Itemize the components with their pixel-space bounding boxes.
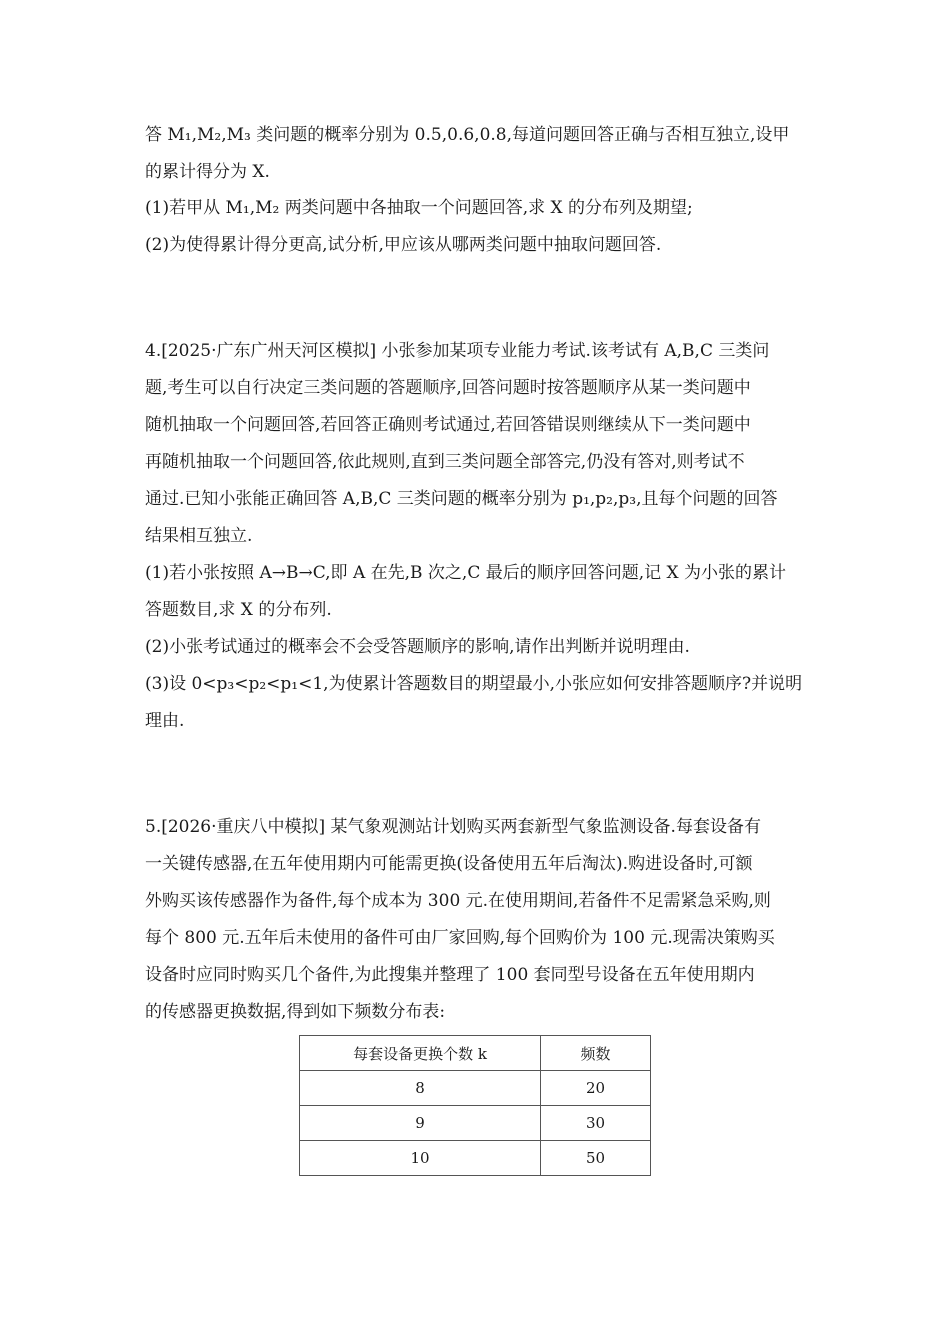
table-cell: 8 <box>300 1071 541 1106</box>
text-line: (2)小张考试通过的概率会不会受答题顺序的影响,请作出判断并说明理由. <box>145 637 690 657</box>
table-cell: 9 <box>300 1106 541 1141</box>
text-line: 结果相互独立. <box>145 526 253 546</box>
text-line: 4.[2025·广东广州天河区模拟] 小张参加某项专业能力考试.该考试有 A,B,C 三类问 <box>145 341 770 361</box>
table-cell: 20 <box>541 1071 651 1106</box>
frequency-table <box>299 1035 651 1176</box>
text-line: (3)设 0<p₃<p₂<p₁<1,为使累计答题数目的期望最小,小张应如何安排答题顺序?并说明 <box>145 674 803 694</box>
text-line: (1)若小张按照 A→B→C,即 A 在先,B 次之,C 最后的顺序回答问题,记 X 为小张的累计 <box>145 563 787 583</box>
text-line: 的传感器更换数据,得到如下频数分布表: <box>145 1002 446 1022</box>
text-line: 理由. <box>145 711 185 731</box>
text-line: 5.[2026·重庆八中模拟] 某气象观测站计划购买两套新型气象监测设备.每套设备有 <box>145 817 761 837</box>
text-line: 答 M₁,M₂,M₃ 类问题的概率分别为 0.5,0.6,0.8,每道问题回答正确与否相互独立,设甲 <box>145 125 790 145</box>
table-cell: 30 <box>541 1106 651 1141</box>
text-line: 外购买该传感器作为备件,每个成本为 300 元.在使用期间,若备件不足需紧急采购,则 <box>145 891 771 911</box>
table-row <box>300 1141 651 1176</box>
table-row <box>300 1071 651 1106</box>
text-line: 题,考生可以自行决定三类问题的答题顺序,回答问题时按答题顺序从某一类问题中 <box>145 378 751 398</box>
table-cell: 10 <box>300 1141 541 1176</box>
table-row <box>300 1106 651 1141</box>
table-header-cell: 每套设备更换个数 k <box>300 1036 541 1071</box>
text-line: 每个 800 元.五年后未使用的备件可由厂家回购,每个回购价为 100 元.现需决策购买 <box>145 928 775 948</box>
text-line: 答题数目,求 X 的分布列. <box>145 600 332 620</box>
text-line: (1)若甲从 M₁,M₂ 两类问题中各抽取一个问题回答,求 X 的分布列及期望; <box>145 198 693 218</box>
table-header-cell: 频数 <box>541 1036 651 1071</box>
table-header-row <box>300 1036 651 1071</box>
text-line: 设备时应同时购买几个备件,为此搜集并整理了 100 套同型号设备在五年使用期内 <box>145 965 755 985</box>
table-cell: 50 <box>541 1141 651 1176</box>
text-line: (2)为使得累计得分更高,试分析,甲应该从哪两类问题中抽取问题回答. <box>145 235 662 255</box>
text-line: 的累计得分为 X. <box>145 162 270 182</box>
text-line: 通过.已知小张能正确回答 A,B,C 三类问题的概率分别为 p₁,p₂,p₃,且每个问题的回答 <box>145 489 778 509</box>
text-line: 随机抽取一个问题回答,若回答正确则考试通过,若回答错误则继续从下一类问题中 <box>145 415 751 435</box>
text-line: 一关键传感器,在五年使用期内可能需更换(设备使用五年后淘汰).购进设备时,可额 <box>145 854 753 874</box>
text-line: 再随机抽取一个问题回答,依此规则,直到三类问题全部答完,仍没有答对,则考试不 <box>145 452 745 472</box>
